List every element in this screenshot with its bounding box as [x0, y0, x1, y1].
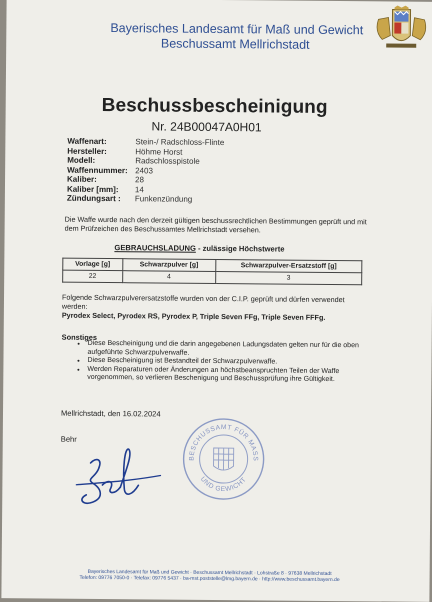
table-cell: 3 — [215, 271, 361, 284]
field-label: Hersteller: — [67, 146, 107, 156]
field-label: Kaliber [mm]: — [66, 184, 119, 194]
column-header: Schwarzpulver [g] — [122, 259, 215, 272]
substitute-products: Pyrodex Select, Pyrodex RS, Pyrodex P, Triple Seven FFg, Triple Seven FFFg. — [61, 310, 326, 322]
document-number: Nr. 24B00047A0H01 — [151, 119, 262, 135]
stamp-bottom-text: UND GEWICHT — [198, 475, 249, 494]
list-item: • Werden Reparaturen oder Änderungen an höchstbeanspruchten Teilen der Waffe vorgenommen, so verlieren Beschenigung und Beschussprüfung ihre Gültigkeit. — [87, 366, 387, 386]
agency-office: Beschussamt Mellrichstadt — [160, 36, 310, 52]
weapon-fields — [67, 137, 224, 205]
load-table — [62, 258, 362, 286]
substitute-powders — [62, 293, 367, 323]
place-date: Mellrichstadt, den 16.02.2024 — [60, 408, 161, 419]
substitute-intro: Folgende Schwarzpulverersatzstoffe wurden von der C.I.P. geprüft und dürfen verwendet werden: — [61, 292, 345, 311]
table-cell: 4 — [122, 271, 215, 284]
footer-contact: Telefon: 09776 7050-0 · Telefax: 09776 5437 · ba-mst.poststelle@lmg.bayern.de · http://www.beschussamt.bayern.de — [79, 575, 340, 584]
column-header: Vorlage [g] — [63, 258, 123, 271]
footer — [60, 569, 360, 584]
agency-name: Bayerisches Landesamt für Maß und Gewicht — [110, 21, 364, 38]
field-label: Modell: — [67, 155, 96, 165]
signer-name: Behr — [60, 434, 77, 444]
handwritten-signature — [68, 439, 169, 510]
field-value: Höhme Horst — [135, 146, 183, 157]
list-item: • Diese Bescheinigung ist Bestandteil der Schwarzpulverwaffe. — [87, 357, 387, 368]
document-title: Beschussbescheinigung — [101, 94, 328, 118]
certificate-sheet — [1, 0, 432, 602]
table-cell: 22 — [63, 270, 123, 283]
stamp-top-text: BESCHUSSAMT FÜR MASS — [188, 424, 259, 462]
field-label: Waffennummer: — [67, 165, 128, 175]
official-stamp — [180, 416, 267, 503]
misc-list — [67, 340, 387, 386]
field-label: Kaliber: — [67, 174, 97, 184]
field-label: Waffenart: — [67, 136, 107, 147]
load-subtitle: - zulässige Höchstwerte — [197, 243, 285, 254]
field-label: Zündungsart : — [66, 193, 121, 204]
field-value: 2403 — [135, 165, 153, 175]
misc-heading: Sonstiges — [61, 332, 98, 342]
field-row — [67, 194, 224, 205]
agency-header — [110, 21, 364, 53]
field-value: Stein-/ Radschloss-Flinte — [135, 137, 225, 148]
field-value: Radschlosspistole — [135, 156, 200, 166]
table-row — [63, 270, 362, 285]
field-value: Funkenzündung — [134, 194, 193, 204]
load-title: GEBRAUCHSLADUNG — [114, 243, 196, 253]
field-value: 28 — [135, 175, 144, 185]
field-value: 14 — [134, 184, 144, 194]
bavarian-coat-of-arms-icon — [372, 5, 430, 52]
inspection-statement: Die Waffe wurde nach den derzeit gültigen beschussrechtlichen Bestimmungen geprüft und mit dem Prüfzeichen des Beschussamtes Mellrichstadt versehen. — [64, 214, 367, 235]
svg-text:UND GEWICHT — [199, 476, 248, 494]
column-header: Schwarzpulver-Ersatzstoff [g] — [216, 259, 362, 272]
footer-address: Bayerisches Landesamt für Maß und Gewicht · Beschussamt Mellrichstadt · Lohstraße 8 · 97638 Mellrichstadt — [87, 568, 332, 578]
list-item: • Diese Bescheinigung und die darin angegebenen Ladungsdaten gelten nur für die oben aufgeführte Schwarzpulverwaffe. — [87, 340, 387, 360]
load-heading — [114, 243, 284, 253]
